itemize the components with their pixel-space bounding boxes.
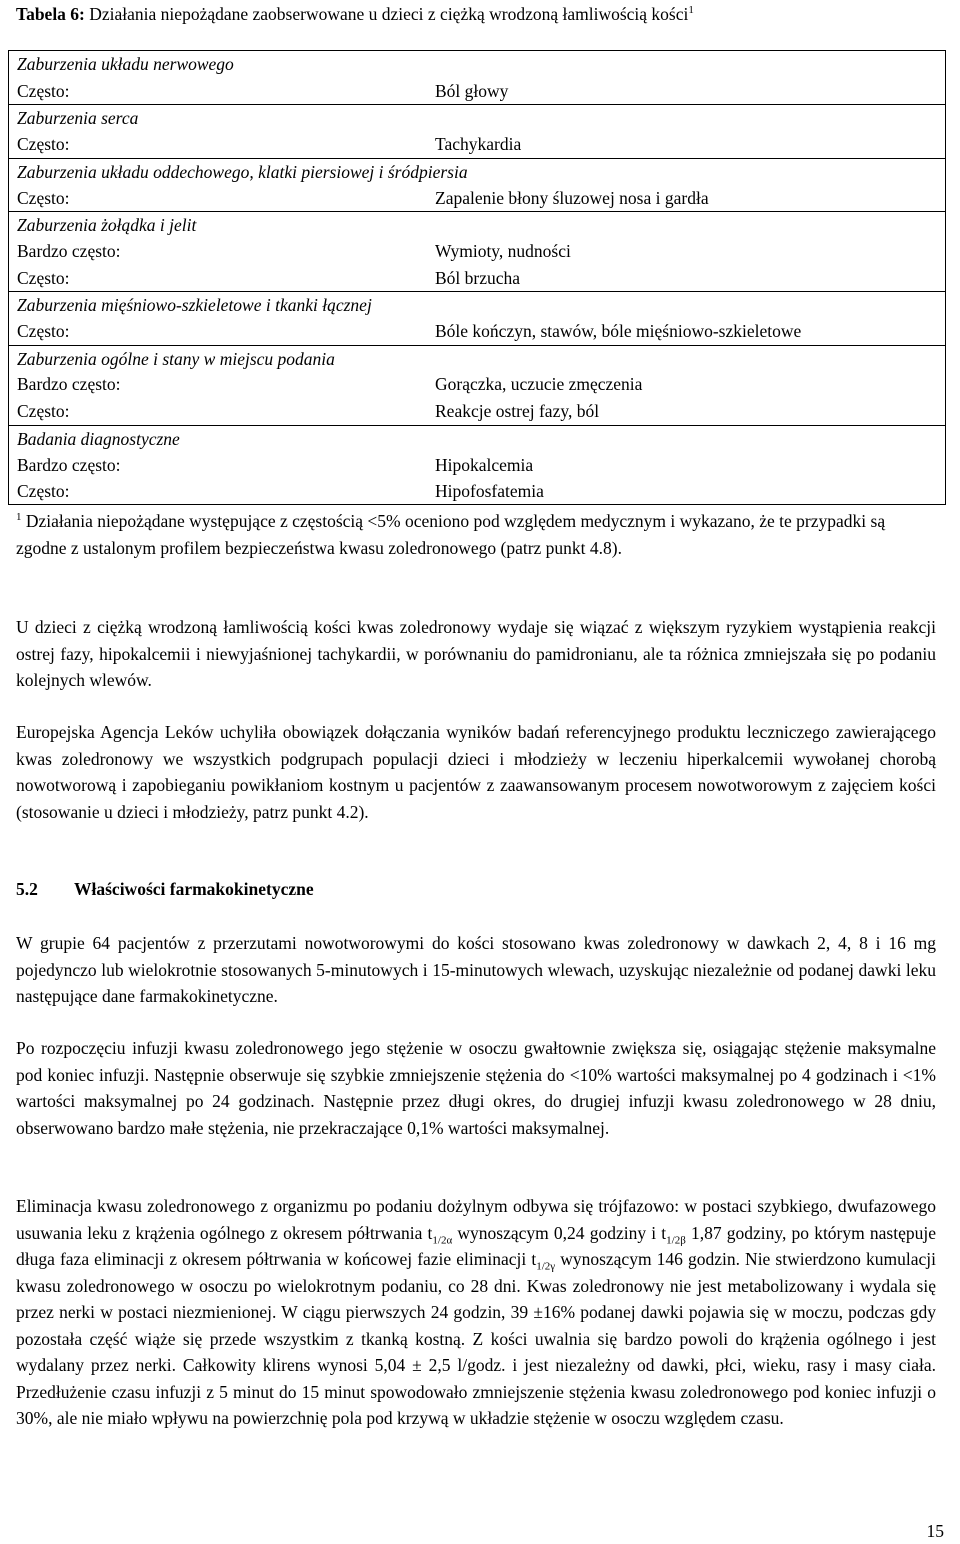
footnote-text: Działania niepożądane występujące z częstością <5% oceniono pod względem medycznym i wykazano, że te przypadki są zgodne z ustalonym profilem bezpieczeństwa kwasu zoledronowego (patrz punkt 4.8). bbox=[16, 511, 886, 558]
frequency-label: Często: bbox=[17, 267, 70, 288]
frequency-label: Często: bbox=[17, 80, 70, 101]
paragraph-study-group: W grupie 64 pacjentów z przerzutami nowotworowymi do kości stosowano kwas zoledronowy w dawkach 2, 4, 8 i 16 mg pojedynczo lub wielokrotnie stosowanych 5-minutowych i 15-minutowych wlewach, uzyskując niezależnie od podanej dawki leku następujące dane farmakokinetyczne. bbox=[16, 933, 936, 1006]
table-row bbox=[9, 131, 945, 158]
frequency-label: Często: bbox=[17, 401, 70, 422]
frequency-label: Często: bbox=[17, 187, 70, 208]
half-life-alpha-sub: 1/2α bbox=[432, 1234, 453, 1246]
adverse-event-term: Bóle kończyn, stawów, bóle mięśniowo-szkieletowe bbox=[435, 321, 802, 341]
adverse-event-term: Ból brzucha bbox=[435, 267, 521, 288]
elimination-text-2: wynoszącym 0,24 godziny i t bbox=[452, 1222, 667, 1243]
table-category-row bbox=[9, 211, 945, 239]
table-category-row bbox=[9, 158, 945, 186]
table-caption-footnote-ref: 1 bbox=[688, 4, 694, 17]
table-row bbox=[9, 452, 945, 479]
frequency-label: Bardzo często: bbox=[17, 374, 121, 395]
category-name: Badania diagnostyczne bbox=[17, 428, 180, 449]
adverse-event-term: Tachykardia bbox=[435, 134, 522, 155]
elimination-text-1: Eliminacja kwasu zoledronowego z organizmu po podaniu dożylnym odbywa się trójfazowo: w postaci szybkiego, dwufazowego usuwania leku z krążenia ogólnego z okresem półtrwania t bbox=[16, 1196, 936, 1243]
table-caption bbox=[16, 4, 694, 25]
frequency-label: Bardzo często: bbox=[17, 454, 121, 475]
table-row bbox=[9, 78, 945, 105]
adverse-event-term: Zapalenie błony śluzowej nosa i gardła bbox=[435, 187, 709, 208]
table-category-row bbox=[9, 291, 945, 319]
paragraph-pediatric-risk: U dzieci z ciężką wrodzoną łamliwością kości kwas zoledronowy wydaje się wiązać z większym ryzykiem wystąpienia reakcji ostrej fazy, hipokalcemii i niewyjaśnionej tachykardii, w porównaniu do pamidronianu, ale ta różnica zmniejszała się po podaniu kolejnych wlewów. bbox=[16, 617, 936, 690]
frequency-label: Często: bbox=[17, 481, 70, 502]
paragraph-plasma-concentration: Po rozpoczęciu infuzji kwasu zoledronowego jego stężenie w osoczu gwałtownie zwiększa się, osiągając stężenie maksymalne pod koniec infuzji. Następnie obserwuje się szybkie zmniejszenie stężenia do <10% wartości maksymalnej po 4 godzinach i <1% wartości maksymalnej po 24 godzinach. Następnie przez długi okres, do drugiej infuzji kwasu zoledronowego w 28 dniu, obserwowano bardzo małe stężenia, nie przekraczające 0,1% wartości maksymalnej. bbox=[16, 1038, 936, 1138]
adverse-event-term: Hipofosfatemia bbox=[435, 481, 544, 502]
paragraph-ema-waiver: Europejska Agencja Leków uchyliła obowiązek dołączania wyników badań referencyjnego produktu leczniczego zawierającego kwas zoledronowy we wszystkich podgrupach populacji dzieci i młodzieży w leczeniu hiperkalcemii wywołanej chorobą nowotworową i zapobieganiu powikłaniom kostnym u pacjentów z zaawansowanym procesem nowotworowym z zajęciem kości (stosowanie u dzieci i młodzieży, patrz punkt 4.2). bbox=[16, 722, 936, 822]
adverse-event-term: Reakcje ostrej fazy, ból bbox=[435, 401, 600, 422]
table-row bbox=[9, 185, 945, 212]
adverse-event-term: Wymioty, nudności bbox=[435, 240, 571, 261]
frequency-label: Często: bbox=[17, 321, 70, 341]
table-row bbox=[9, 265, 945, 292]
category-name: Zaburzenia mięśniowo-szkieletowe i tkanki łącznej bbox=[17, 295, 372, 316]
category-name: Zaburzenia serca bbox=[17, 108, 139, 129]
half-life-beta-sub: 1/2β bbox=[666, 1234, 686, 1246]
table-category-row bbox=[9, 51, 945, 78]
table-category-row bbox=[9, 104, 945, 132]
table-row bbox=[9, 478, 945, 505]
table-row bbox=[9, 371, 945, 398]
table-category-row bbox=[9, 425, 945, 453]
adverse-events-table bbox=[8, 50, 946, 505]
section-title: Właściwości farmakokinetyczne bbox=[74, 879, 314, 899]
frequency-label: Często: bbox=[17, 134, 70, 155]
table-caption-text: Działania niepożądane zaobserwowane u dzieci z ciężką wrodzoną łamliwością kości bbox=[84, 4, 689, 24]
frequency-label: Bardzo często: bbox=[17, 240, 121, 261]
adverse-event-term: Hipokalcemia bbox=[435, 454, 534, 475]
section-heading bbox=[16, 876, 314, 902]
section-number: 5.2 bbox=[16, 879, 38, 899]
elimination-text-4: wynoszącym 146 godzin. Nie stwierdzono kumulacji kwasu zoledronowego w osoczu po wielokrotnym podaniu, co 28 dni. Kwas zoledronowy nie jest metabolizowany i wydala się przez nerki w postaci niezmienionej. W ciągu pierwszych 24 godzin, 39 ±16% podanej dawki pojawia się w moczu, podczas gdy pozostała część wiąże się przede wszystkim z tkanką kostną. Z kości uwalnia się bardzo powoli do krążenia ogólnego i jest wydalany przez nerki. Całkowity klirens wynosi 5,04 ± 2,5 l/godz. i jest niezależny od dawki, płci, wieku, rasy i masy ciała. Przedłużenie czasu infuzji z 5 minut do 15 minut spowodowało zmniejszenie stężenia kwasu zoledronowego pod koniec infuzji o 30%, ale nie miało wpływu na powierzchnię pola pod krzywą w układzie stężenie w osoczu względem czasu. bbox=[16, 1249, 936, 1428]
paragraph-elimination bbox=[16, 1193, 936, 1432]
table-caption-label: Tabela 6: bbox=[16, 4, 85, 24]
category-name: Zaburzenia żołądka i jelit bbox=[17, 215, 197, 236]
table-row bbox=[9, 318, 945, 345]
table-category-row bbox=[9, 345, 945, 373]
adverse-event-term: Gorączka, uczucie zmęczenia bbox=[435, 374, 643, 395]
category-name: Zaburzenia układu nerwowego bbox=[17, 54, 234, 74]
table-row bbox=[9, 398, 945, 425]
category-name: Zaburzenia ogólne i stany w miejscu podania bbox=[17, 348, 335, 369]
category-name: Zaburzenia układu oddechowego, klatki piersiowej i śródpiersia bbox=[17, 161, 468, 182]
elimination-text-3: 1,87 godziny, po którym następuje długa faza eliminacji z okresem półtrwania w końcowej fazie eliminacji t bbox=[16, 1222, 936, 1269]
footnote-mark: 1 bbox=[16, 511, 22, 524]
half-life-gamma-sub: 1/2γ bbox=[536, 1260, 556, 1273]
table-footnote bbox=[16, 508, 936, 561]
adverse-event-term: Ból głowy bbox=[435, 80, 509, 101]
page-number: 15 bbox=[926, 1521, 944, 1541]
table-row bbox=[9, 238, 945, 265]
